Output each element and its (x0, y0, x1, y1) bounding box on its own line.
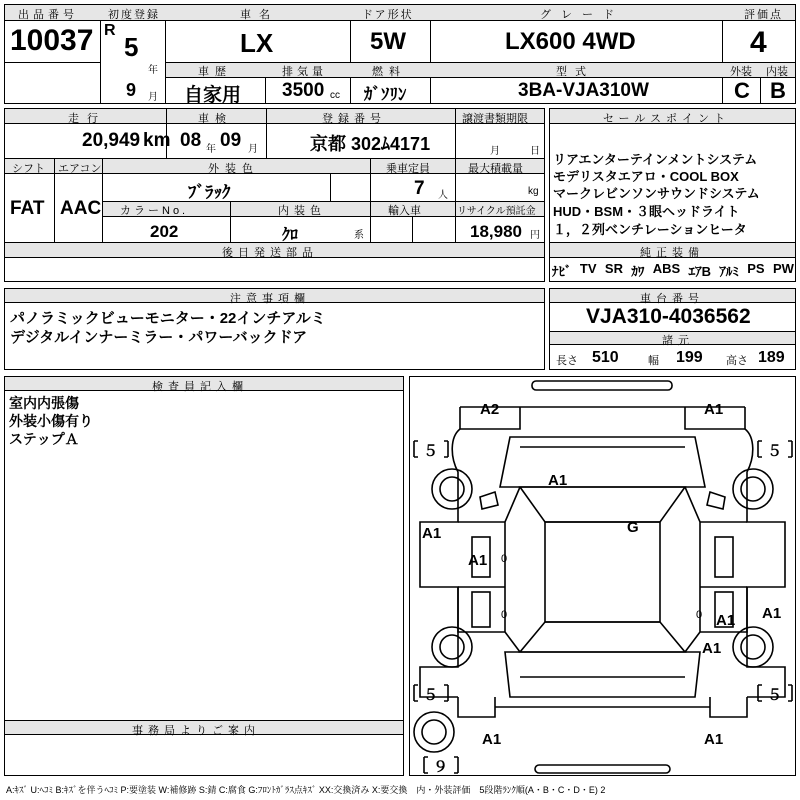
color-no-label: カラーNo. (120, 205, 189, 217)
sales-line: １，２列ベンチレーションヒータ (553, 222, 747, 237)
max-load-unit: kg (528, 186, 539, 197)
tire-depth-rear-left: ５ (423, 687, 439, 704)
damage-mark: A2 (480, 401, 500, 418)
notes-line: パノラミックビューモニター・22インチアルミ (10, 310, 326, 327)
equip-navi: ﾅﾋﾞ (552, 264, 572, 279)
damage-mark: A1 (422, 525, 442, 542)
office-label: 事務局よりご案内 (132, 725, 260, 737)
inspector-line: ステップＡ (9, 431, 79, 447)
transfer-month: 月 (490, 146, 500, 157)
sales-line: HUD・BSM・３眼ヘッドライト (553, 204, 740, 219)
damage-diagram (409, 376, 796, 776)
tire-depth-front-left: ５ (423, 443, 439, 460)
chassis-label: 車台番号 (640, 293, 704, 305)
car-name-label: 車名 (240, 9, 278, 21)
width: 199 (676, 349, 703, 366)
interior-label: 内装 (766, 66, 788, 78)
sales-point-label: セールスポイント (603, 113, 731, 125)
equip-sr: SR (604, 261, 623, 276)
mileage-unit: km (143, 130, 171, 151)
fuel-label: 燃料 (372, 66, 406, 78)
lot-number: 10037 (10, 24, 94, 57)
exterior-grade: C (734, 78, 750, 103)
reg-year-unit: 年 (148, 65, 158, 76)
equipment-list (552, 261, 794, 280)
damage-mark: A1 (702, 640, 722, 657)
inspector-line: 室内内張傷 (9, 395, 79, 411)
damage-mark: A1 (468, 552, 488, 569)
damage-mark: G (627, 519, 639, 536)
equipment-label: 純正装備 (640, 247, 704, 259)
shaken-month-unit: 月 (248, 144, 258, 155)
shaken-year-unit: 年 (206, 144, 216, 155)
interior-color: ｸﾛ (282, 227, 299, 244)
car-diagram (410, 377, 795, 775)
shift: FAT (10, 198, 45, 219)
length-label: 長さ (556, 355, 578, 367)
aircon-label: エアコン (58, 163, 102, 175)
shaken-label: 車検 (198, 113, 232, 125)
specs-label: 諸元 (662, 335, 694, 347)
sales-line: リアエンターテインメントシステム (553, 152, 758, 167)
equip-tv: TV (579, 261, 597, 276)
recycle-unit: 円 (530, 230, 540, 241)
lot-label: 出品番号 (18, 9, 78, 21)
reg-month: 9 (126, 80, 137, 100)
height: 189 (758, 349, 785, 366)
sales-line: マークレビンソンサウンドシステム (553, 186, 760, 201)
door-label: ドア形状 (362, 9, 414, 21)
plate-number: 京都 302ﾑ4171 (310, 134, 431, 154)
car-name: LX (240, 28, 274, 58)
fuel: ｶﾞｿﾘﾝ (364, 85, 407, 104)
transfer-doc-label: 譲渡書類期限 (462, 113, 528, 125)
exterior-label: 外装 (730, 66, 752, 78)
interior-grade: B (770, 78, 786, 103)
notes-label: 注意事項欄 (230, 293, 310, 305)
tire-depth-spare: ９ (433, 759, 449, 776)
reg-year: 5 (124, 32, 139, 62)
damage-mark: A1 (704, 401, 724, 418)
notes-line: デジタルインナーミラー・パワーバックドア (10, 329, 308, 346)
width-label: 幅 (648, 355, 659, 367)
door-handle-mark: 0 (501, 553, 508, 565)
import-label: 輸入車 (388, 205, 421, 217)
color-label: 外装色 (208, 163, 259, 175)
model-code: 3BA-VJA310W (518, 80, 649, 101)
mileage-label: 走行 (68, 113, 106, 125)
inspector-label: 検査員記入欄 (152, 381, 248, 393)
damage-mark: A1 (704, 731, 724, 748)
length: 510 (592, 349, 619, 366)
capacity-label: 乗車定員 (386, 163, 430, 175)
max-load-label: 最大積載量 (468, 163, 523, 175)
equip-leather: ｶﾜ (631, 264, 645, 279)
history: 自家用 (184, 85, 242, 106)
inspector-line: 外装小傷有り (9, 413, 93, 429)
recycle-fee: 18,980 (470, 222, 522, 241)
grade-label: グレード (540, 9, 624, 21)
chassis-number: VJA310-4036562 (586, 305, 751, 328)
recycle-label: リサイクル預託金 (457, 206, 536, 217)
equip-alloy: ｱﾙﾐ (719, 264, 739, 279)
equip-abs: ABS (652, 261, 681, 276)
displacement-unit: cc (330, 90, 340, 101)
era: R (104, 22, 116, 39)
damage-mark: A1 (548, 472, 568, 489)
tire-depth-front-right: ５ (767, 443, 783, 460)
height-label: 高さ (726, 355, 748, 367)
equip-ps: PS (747, 261, 765, 276)
transfer-day: 日 (530, 146, 540, 157)
displacement-label: 排気量 (282, 66, 327, 78)
capacity-unit: 人 (438, 190, 448, 201)
door-handle-mark: 0 (501, 609, 508, 621)
shift-label: シフト (12, 163, 45, 175)
plate-label: 登録番号 (322, 113, 386, 125)
damage-mark: A1 (762, 605, 782, 622)
aircon: AAC (60, 198, 102, 219)
capacity: 7 (414, 178, 425, 199)
equip-airbag: ｴｱB (688, 264, 711, 279)
first-reg-label: 初度登録 (108, 9, 160, 21)
interior-color-unit: 系 (354, 230, 364, 241)
score: 4 (750, 26, 767, 59)
body-color: ﾌﾞﾗｯｸ (188, 183, 231, 202)
mileage: 20,949 (82, 130, 141, 151)
equip-pw: PW (773, 261, 794, 276)
color-no: 202 (150, 222, 179, 241)
interior-color-label: 内装色 (278, 205, 326, 217)
shaken-year: 08 (180, 130, 202, 151)
grade: LX600 4WD (505, 28, 636, 55)
door-type: 5W (370, 28, 406, 55)
history-label: 車歴 (198, 66, 232, 78)
shaken-month: 09 (220, 130, 242, 151)
later-parts-label: 後日発送部品 (222, 247, 318, 259)
tire-depth-rear-right: ５ (767, 687, 783, 704)
damage-mark: A1 (482, 731, 502, 748)
legend: A:ｷｽﾞ U:ﾍｺﾐ B:ｷｽﾞを伴うﾍｺﾐ P:要塗装 W:補修跡 S:錆 C:腐食 G:ﾌﾛﾝﾄｶﾞﾗｽ点ｷｽﾞ XX:交換済み X:要交換 内・外装評価 5段階ﾗﾝｸ順(A・B・C・D・E) 2 (6, 785, 606, 795)
sales-line: モデリスタエアロ・COOL BOX (553, 169, 739, 184)
reg-month-unit: 月 (148, 92, 158, 103)
model-label: 型式 (556, 66, 594, 78)
damage-mark: A1 (716, 612, 736, 629)
score-label: 評価点 (744, 9, 783, 21)
door-handle-mark: 0 (696, 609, 703, 621)
displacement: 3500 (282, 80, 325, 101)
